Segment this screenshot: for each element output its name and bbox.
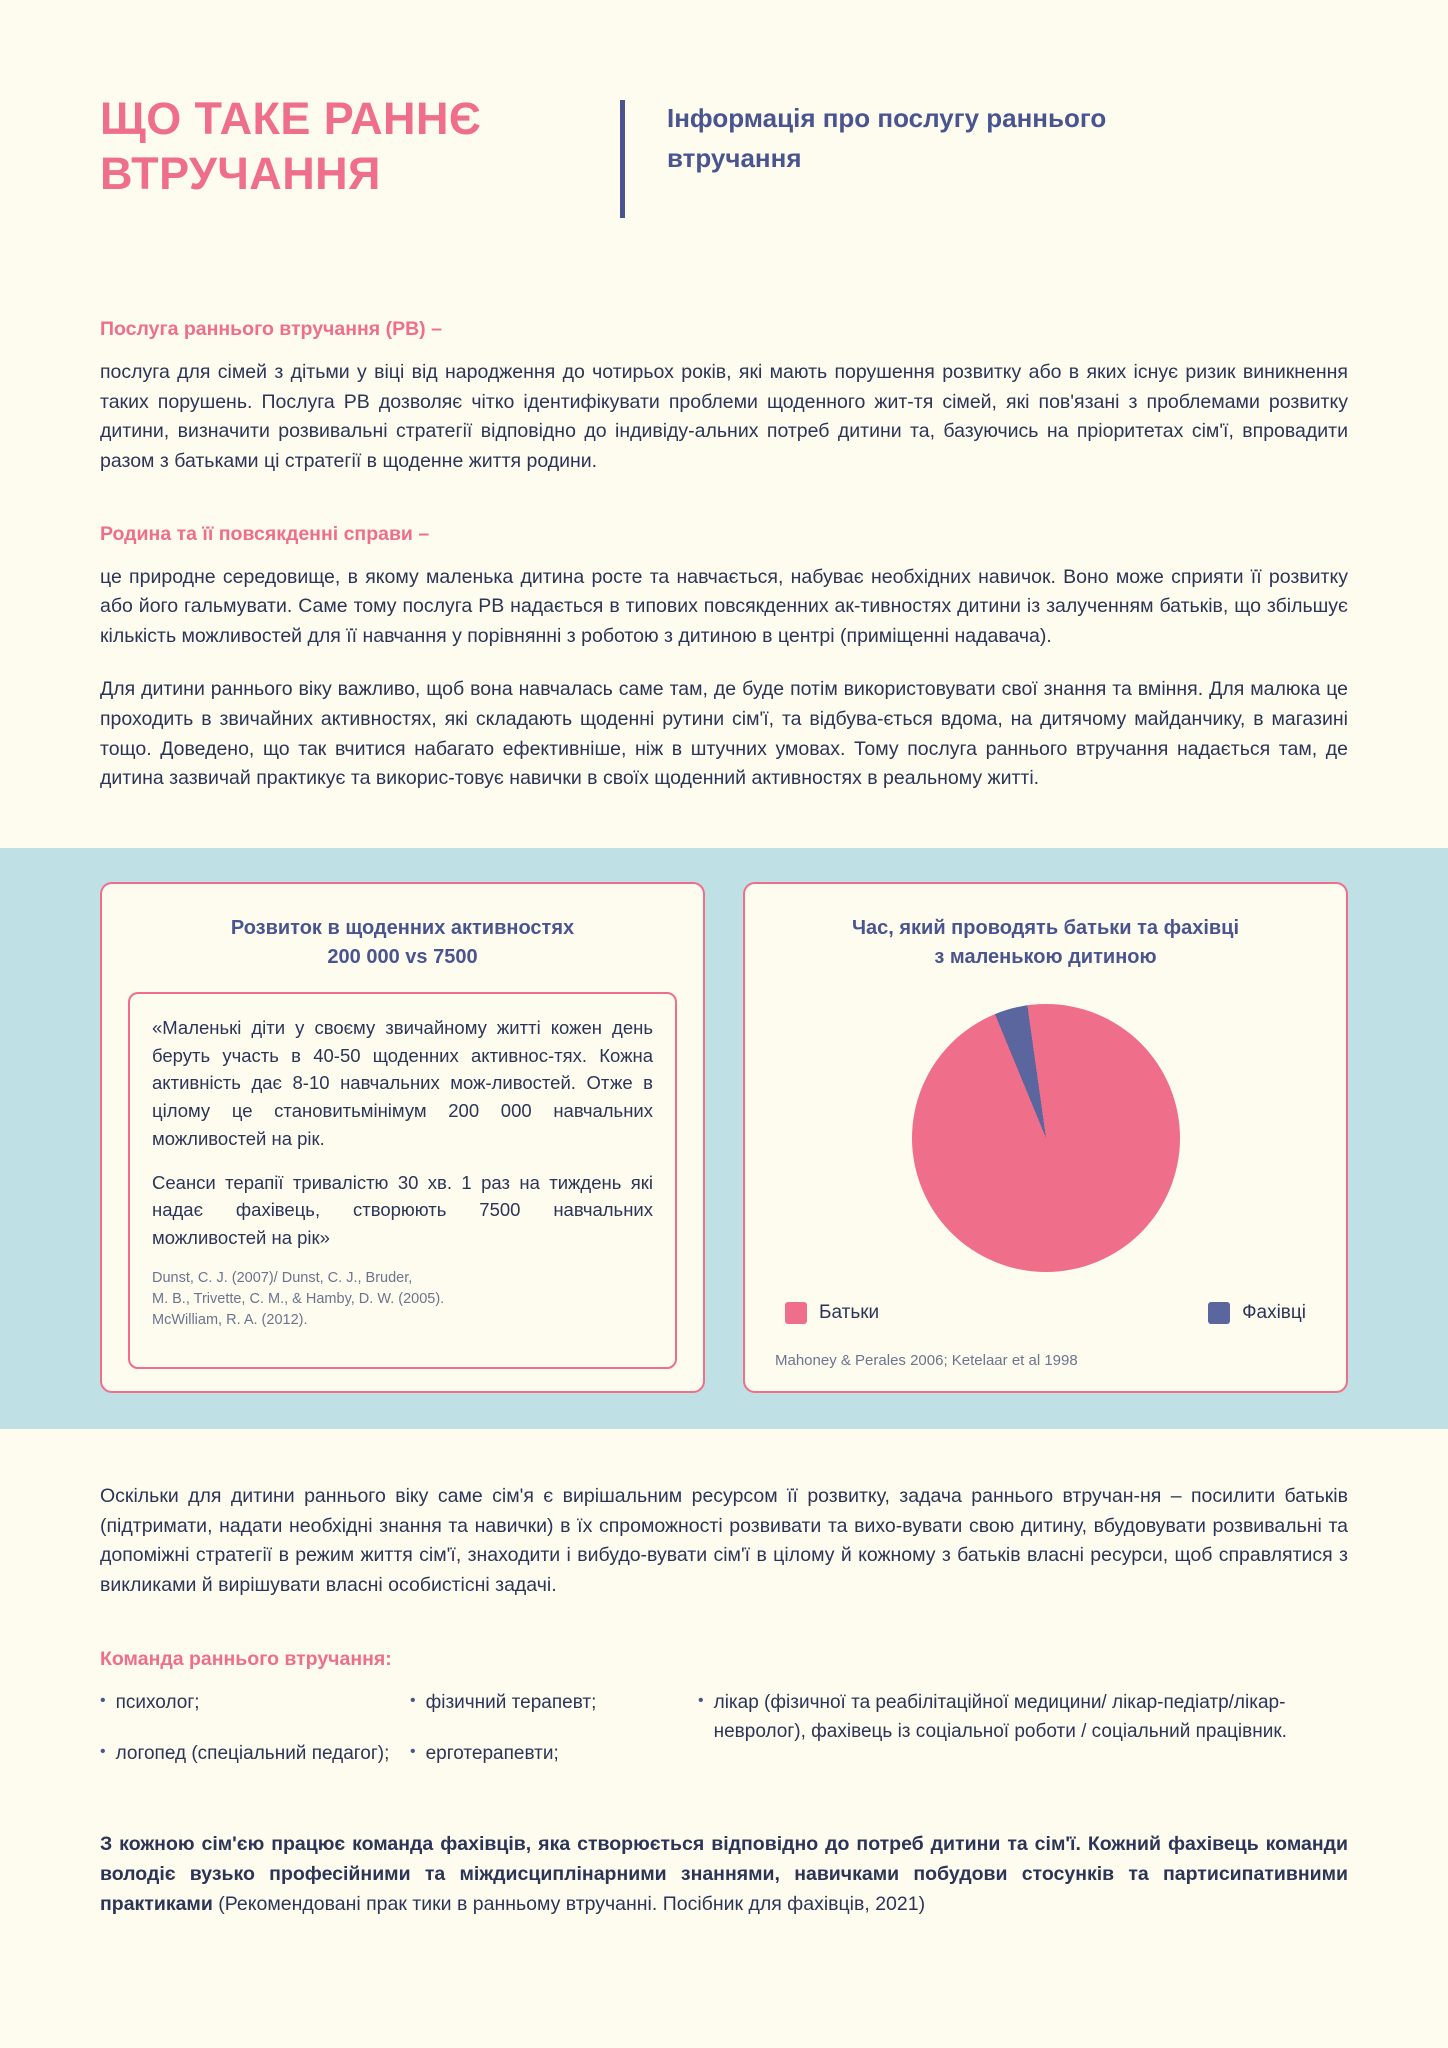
legend-item-specialists — [1208, 1302, 1306, 1324]
paragraph-family-resource: Оскільки для дитини раннього віку саме сім'я є вирішальним ресурсом її розвитку, задача раннього втручан-ня – посилити батьків (підтримати, надати необхідні знання та навички) в їх спроможності розвивати та вихо-вувати свою дитину, вбудовувати розвивальні та допоміжні стратегії в режим життя сім'ї, знаходити і вибудо-вувати сім'ї в цілому й кожному з батьків власні ресурси, щоб справлятися з викликами й вирішувати власні особистісні задачі. — [100, 1484, 1348, 1596]
legend-item-parents — [785, 1302, 879, 1324]
quote-box — [128, 992, 677, 1369]
lead-heading-family: Родина та її повсякденні справи – — [100, 522, 430, 545]
closing-section — [0, 1429, 1448, 1919]
paragraph-learning-context: Для дитини раннього віку важливо, щоб вона навчалась саме там, де буде потім використовувати свої знання та вміння. Для малюка це проходить в звичайних активностях, які складають щоденні рутини сім'ї, та відбува-ється вдома, на дитячому майданчику, в магазині тощо. Доведено, що так вчитися набагато ефективніше, ніж в штучних умовах. Тому послуга раннього втручання надається там, де дитина зазвичай практикує та викорис-товує навички в своїх щоденний активностях в реальному житті. — [100, 678, 1348, 790]
list-item — [410, 1740, 698, 1769]
quote-paragraph-2: Сеанси терапії тривалістю 30 хв. 1 раз на тиждень які надає фахівець, створюють 7500 навчальних можливостей на рік» — [152, 1171, 653, 1249]
header-divider — [620, 100, 625, 218]
team-column-2 — [410, 1689, 698, 1790]
legend-label-specialists: Фахівці — [1242, 1301, 1306, 1323]
reference-line: Dunst, C. J. (2007)/ Dunst, C. J., Bruder, — [152, 1269, 413, 1286]
team-column-3 — [698, 1689, 1348, 1790]
document-header — [0, 0, 1448, 244]
page-title: ЩО ТАКЕ РАННЄ ВТРУЧАННЯ — [100, 93, 482, 199]
card-title-time-chart — [771, 914, 1320, 972]
list-item-label: психолог; — [115, 1692, 200, 1714]
bullet-icon: • — [410, 1742, 416, 1760]
paragraph-service-definition: послуга для сімей з дітьми у віці від народження до чотирьох років, які мають порушення розвитку або в яких існує ризик виникнення таких порушень. Послуга РВ дозволяє чітко ідентифікувати проблеми щоденного жит-тя сімей, які пов'язані з проблемами розвитку дитини, визначити розвивальні стратегії відповідно до індивіду-альних потреб дитини та, базуючись на пріоритетах сім'ї, впровадити разом з батьками ці стратегії в щоденне життя родини. — [100, 361, 1348, 472]
quote-paragraph-1: «Маленькі діти у своєму звичайному житті кожен день беруть участь в 40-50 щоденних активнос-тях. Кожна активність дає 8-10 навчальних мож-ливостей. Отже в цілому це становитьмінімум 200 000 навчальних можливостей на рік. — [152, 1016, 653, 1149]
team-heading: Команда раннього втручання: — [100, 1648, 392, 1671]
chart-legend — [771, 1276, 1320, 1324]
closing-bold-text: З кожною сім'єю працює команда фахівців, яка створюється відповідно до потреб дитини та сім'ї. Кожний фахівець команди володіє вузько професійними та міждисциплінарними знаннями, навичками побудови стосунків та партисипативними практиками — [100, 1833, 1348, 1915]
list-item — [100, 1689, 410, 1718]
list-item — [410, 1689, 698, 1718]
team-columns — [100, 1689, 1348, 1790]
card-title-line1: Розвиток в щоденних активностях — [230, 916, 575, 939]
list-item-label: фізичний терапевт; — [425, 1692, 597, 1714]
reference-line: McWilliam, R. A. (2012). — [152, 1311, 308, 1328]
list-item-label: ерготерапевти; — [425, 1742, 559, 1764]
lead-heading-service: Послуга раннього втручання (РВ) – — [100, 318, 442, 340]
bullet-icon: • — [100, 1692, 106, 1710]
legend-swatch-parents — [785, 1302, 807, 1324]
closing-paragraph — [100, 1830, 1348, 1919]
bullet-icon: • — [698, 1692, 704, 1710]
card-time-chart — [743, 882, 1348, 1393]
card-title-line2: 200 000 vs 7500 — [327, 945, 478, 968]
card-title-daily-activities — [128, 914, 677, 972]
team-column-1 — [100, 1689, 410, 1790]
pie-chart-graphic — [912, 1004, 1180, 1272]
list-item — [698, 1689, 1348, 1746]
list-item — [100, 1740, 410, 1769]
paragraph-family-environment: це природне середовище, в якому маленька дитина росте та навчається, набуває необхідних навичок. Воно може сприяти її розвитку або його гальмувати. Саме тому послуга РВ надається в типових повсякденних ак-тивностях дитини із залученням батьків, що збільшує кількість можливостей для її навчання у порівнянні з роботою з дитиною в центрі (приміщенні надавача). — [100, 565, 1348, 647]
chart-title-line1: Час, який проводять батьки та фахівці — [851, 916, 1240, 939]
chart-source-note: Mahoney & Perales 2006; Ketelaar et al 1998 — [775, 1351, 1078, 1369]
reference-line: M. B., Trivette, C. M., & Hamby, D. W. (2005). — [152, 1290, 445, 1307]
bullet-icon: • — [100, 1742, 106, 1760]
page-subtitle: Інформація про послугу раннього втручання — [667, 103, 1107, 174]
legend-label-parents: Батьки — [819, 1301, 880, 1323]
closing-normal-text: (Рекомендовані прак тики в ранньому втручанні. Посібник для фахівців, 2021) — [212, 1892, 926, 1915]
pie-chart — [771, 992, 1320, 1369]
bullet-icon: • — [410, 1692, 416, 1710]
list-item-label: логопед (спеціальний педагог); — [115, 1742, 390, 1764]
highlight-panel — [0, 848, 1448, 1429]
list-item-label: лікар (фізичної та реабілітаційної медицини/ лікар-педіатр/лікар-невролог), фахівець із соціальної роботи / соціальний працівник. — [713, 1692, 1287, 1742]
legend-swatch-specialists — [1208, 1302, 1230, 1324]
card-daily-activities — [100, 882, 705, 1393]
chart-title-line2: з маленькою дитиною — [934, 945, 1157, 968]
reference-list — [152, 1268, 653, 1331]
intro-section — [0, 318, 1448, 794]
